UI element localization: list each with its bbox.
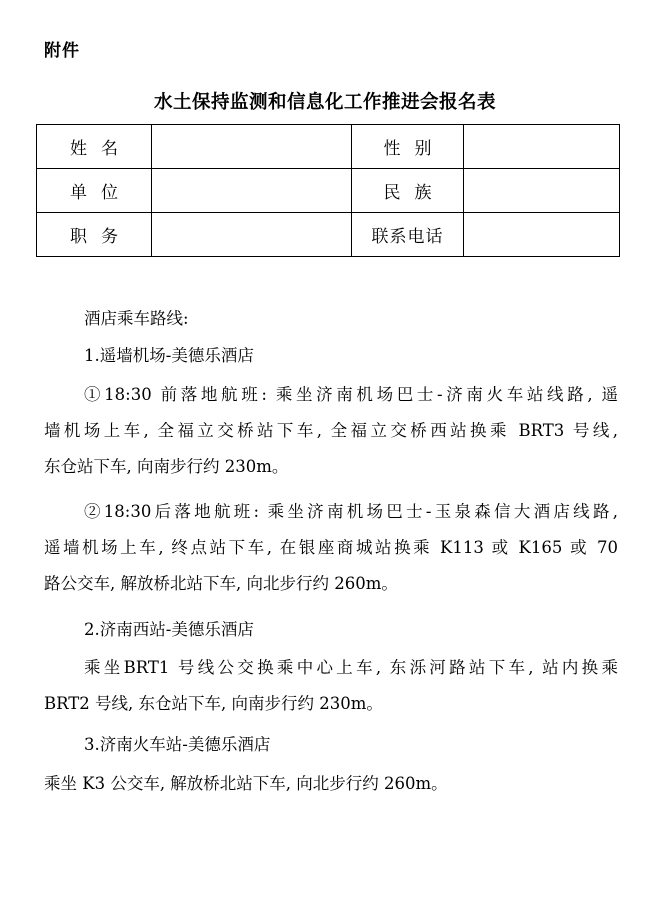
position-field[interactable] bbox=[152, 213, 352, 257]
directions-heading: 酒店乘车路线: bbox=[84, 309, 189, 328]
route1-option2 bbox=[44, 494, 618, 602]
ethnicity-label: 民族 bbox=[352, 169, 464, 213]
gender-field[interactable] bbox=[464, 125, 620, 169]
name-label: 姓名 bbox=[37, 125, 152, 169]
text-line: 墙机场上车, 全福立交桥站下车, 全福立交桥西站换乘 BRT3 号线, bbox=[44, 421, 618, 440]
table-row bbox=[37, 213, 620, 257]
name-field[interactable] bbox=[152, 125, 352, 169]
position-label: 职务 bbox=[37, 213, 152, 257]
table-row bbox=[37, 169, 620, 213]
ethnicity-field[interactable] bbox=[464, 169, 620, 213]
route2-title: 2.济南西站-美德乐酒店 bbox=[84, 620, 254, 639]
text-line: BRT2 号线, 东仓站下车, 向南步行约 230m。 bbox=[44, 694, 383, 713]
text-line: 东仓站下车, 向南步行约 230m。 bbox=[44, 457, 289, 476]
table-row bbox=[37, 125, 620, 169]
route1-title: 1.遥墙机场-美德乐酒店 bbox=[84, 346, 254, 365]
form-title: 水土保持监测和信息化工作推进会报名表 bbox=[153, 92, 496, 113]
registration-table bbox=[36, 124, 620, 257]
text-line: ②18:30后落地航班: 乘坐济南机场巴士-玉泉森信大酒店线路, bbox=[84, 502, 618, 521]
text-line: ①18:30 前落地航班: 乘坐济南机场巴士-济南火车站线路, 遥 bbox=[84, 385, 618, 404]
text-line: 乘坐BRT1 号线公交换乘中心上车, 东泺河路站下车, 站内换乘 bbox=[84, 658, 618, 677]
route2-text bbox=[44, 650, 618, 722]
route3-text: 乘坐 K3 公交车, 解放桥北站下车, 向北步行约 260m。 bbox=[44, 774, 448, 793]
attachment-label: 附件 bbox=[44, 41, 80, 61]
route1-option1 bbox=[44, 377, 618, 485]
text-line: 遥墙机场上车, 终点站下车, 在银座商城站换乘 K113 或 K165 或 70 bbox=[44, 538, 618, 557]
phone-field[interactable] bbox=[464, 213, 620, 257]
text-line: 路公交车, 解放桥北站下车, 向北步行约 260m。 bbox=[44, 574, 398, 593]
unit-field[interactable] bbox=[152, 169, 352, 213]
phone-label: 联系电话 bbox=[352, 213, 464, 257]
route3-title: 3.济南火车站-美德乐酒店 bbox=[84, 735, 271, 754]
gender-label: 性别 bbox=[352, 125, 464, 169]
unit-label: 单位 bbox=[37, 169, 152, 213]
